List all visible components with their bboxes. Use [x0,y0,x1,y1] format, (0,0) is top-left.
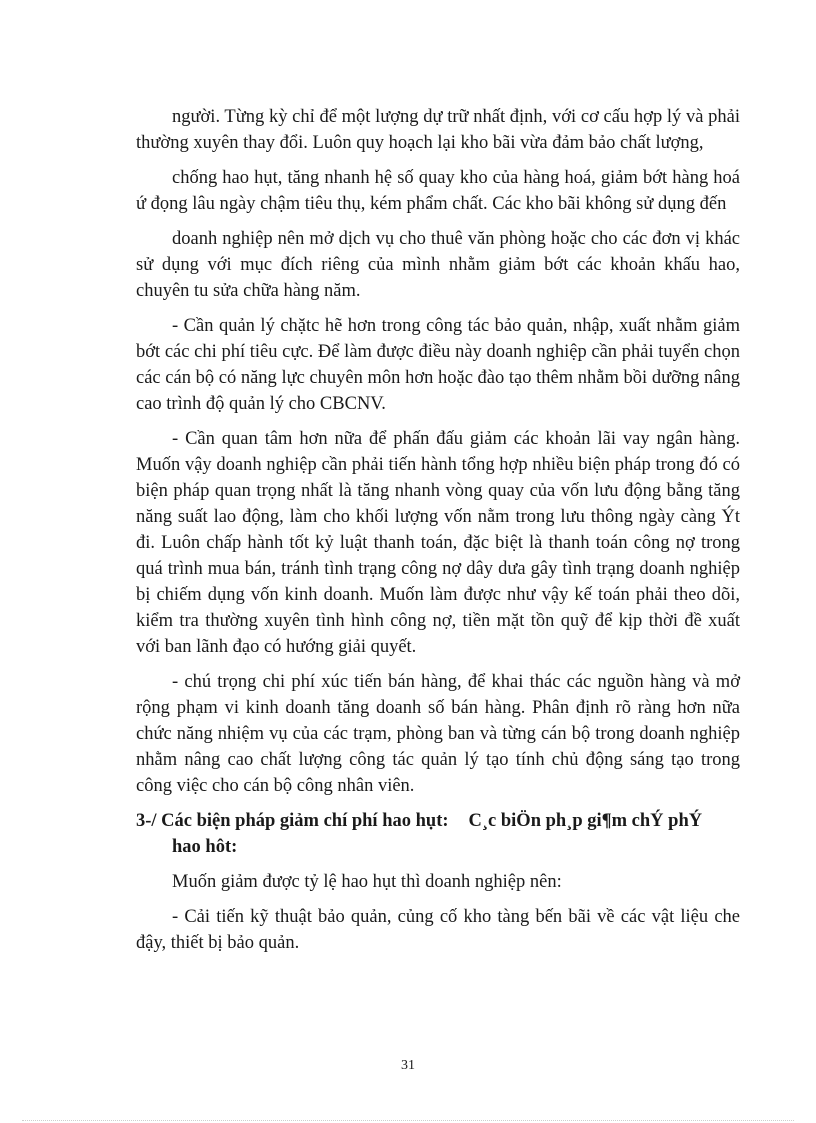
heading-main: 3-/ Các biện pháp giảm chí phí hao hụt: [136,811,449,831]
page-number: 31 [401,1058,415,1073]
paragraph-6: - chú trọng chi phí xúc tiến bán hàng, để khai thác các nguồn hàng và mở rộng phạm vi kinh doanh tăng doanh số bán hàng. Phân định rõ ràng hơn nữa chức năng nhiệm vụ của các trạm, phòng ban và từng cán bộ trong doanh nghiệp nhằm nâng cao chất lượng công tác quản lý tạo tính chủ động sáng tạo trong công việc cho cán bộ công nhân viên. [136,672,740,796]
paragraph-1: người. Từng kỳ chỉ để một lượng dự trữ nhất định, với cơ cấu hợp lý và phải thường xuyên thay đổi. Luôn quy hoạch lại kho bãi vừa đảm bảo chất lượng, [136,107,740,153]
paragraph-8: - Cải tiến kỹ thuật bảo quản, củng cố kho tàng bến bãi về các vật liệu che đậy, thiết bị bảo quản. [136,907,740,953]
paragraph-5: - Cần quan tâm hơn nữa để phấn đấu giảm các khoản lãi vay ngân hàng. Muốn vậy doanh nghiệp cần phải tiến hành tổng hợp nhiều biện pháp trong đó có biện pháp quan trọng nhất là tăng nhanh vòng quay của vốn lưu động bằng tăng năng suất lao động, làm cho khối lượng vốn nằm trong lưu thông ngày càng Ýt đi. Luôn chấp hành tốt kỷ luật thanh toán, đặc biệt là thanh toán công nợ trong quá trình mua bán, tránh tình trạng công nợ dây dưa gây tình trạng doanh nghiệp bị chiếm dụng vốn kinh doanh. Muốn làm được như vậy kế toán phải theo dõi, kiểm tra thường xuyên tình hình công nợ, tiền mặt tồn quỹ để kịp thời đề xuất với ban lãnh đạo có hướng giải quyết. [136,429,740,657]
heading-continuation: hao hôt: [172,837,238,857]
paragraph-4: - Cần quản lý chặtc hẽ hơn trong công tác bảo quản, nhập, xuất nhằm giảm bớt các chi phí tiêu cực. Để làm được điều này doanh nghiệp cần phải tuyển chọn các cán bộ có năng lực chuyên môn hơn hoặc đào tạo thêm nhằm bồi dưỡng nâng cao trình độ quản lý cho CBCNV. [136,316,740,414]
body-text [136,104,740,956]
section-heading [136,808,740,860]
footer-divider [22,1120,794,1121]
paragraph-3: doanh nghiệp nên mở dịch vụ cho thuê văn phòng hoặc cho các đơn vị khác sử dụng với mục đích riêng của mình nhằm giảm bớt các khoản khấu hao, chuyên tu sửa chữa hàng năm. [136,229,740,301]
paragraph-7: Muốn giảm được tỷ lệ hao hụt thì doanh nghiệp nên: [172,872,562,892]
paragraph-2: chống hao hụt, tăng nhanh hệ số quay kho của hàng hoá, giảm bớt hàng hoá ứ đọng lâu ngày chậm tiêu thụ, kém phẩm chất. Các kho bãi không sử dụng đến [136,168,740,214]
heading-alt-encoding: C¸c biÖn ph¸p gi¶m chÝ phÝ [468,811,703,831]
